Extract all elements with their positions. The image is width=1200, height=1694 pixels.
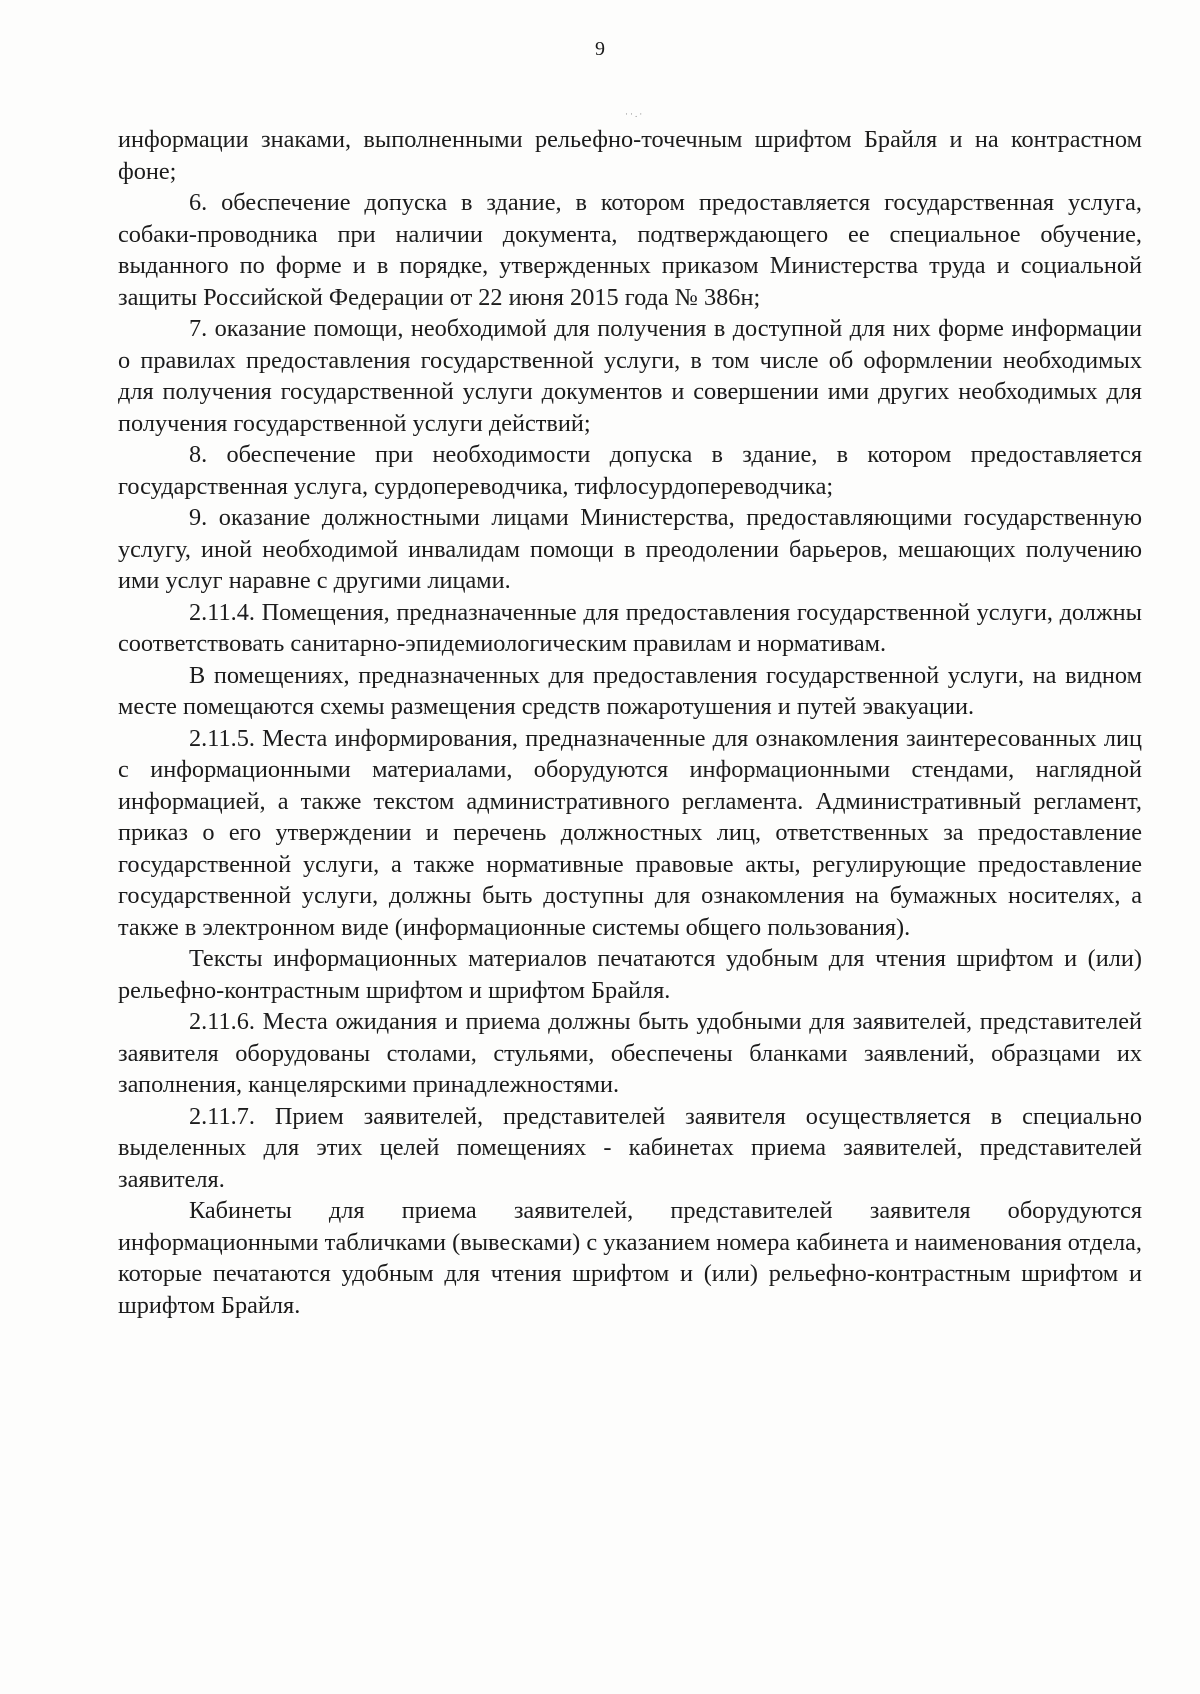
scan-artifact: ··.·: [625, 109, 645, 119]
paragraph-2-11-5: 2.11.5. Места информирования, предназначенные для ознакомления заинтересованных лиц с информационными материалами, оборудуются информационными стендами, наглядной информацией, а также текстом административного регламента. Административный регламент, приказ о его утверждении и перечень должностных лиц, ответственных за предоставление государственной услуги, а также нормативные правовые акты, регулирующие предоставление государственной услуги, должны быть доступны для ознакомления на бумажных носителях, а также в электронном виде (информационные системы общего пользования).: [118, 724, 1142, 941]
paragraph-cabinets-signs: Кабинеты для приема заявителей, представителей заявителя оборудуются информационными табличками (вывесками) с указанием номера кабинета и наименования отдела, которые печатаются удобным для чтения шрифтом и (или) рельефно-контрастным шрифтом и шрифтом Брайля.: [118, 1197, 1142, 1319]
paragraph-item-6: 6. обеспечение допуска в здание, в котором предоставляется государственная услуга, собаки-проводника при наличии документа, подтверждающего ее специальное обучение, выданного по форме и в порядке, утвержденных приказом Министерства труда и социальной защиты Российской Федерации от 22 июня 2015 года № 386н;: [118, 189, 1142, 311]
paragraph-item-7: 7. оказание помощи, необходимой для получения в доступной для них форме информации о правилах предоставления государственной услуги, в том числе об оформлении необходимых для получения государственной услуги документов и совершении ими других необходимых для получения государственной услуги действий;: [118, 315, 1142, 437]
paragraph-2-11-7: 2.11.7. Прием заявителей, представителей заявителя осуществляется в специально выделенных для этих целей помещениях - кабинетах приема заявителей, представителей заявителя.: [118, 1102, 1142, 1193]
paragraph-braille-texts: Тексты информационных материалов печатаются удобным для чтения шрифтом и (или) рельефно-контрастным шрифтом и шрифтом Брайля.: [118, 945, 1142, 1004]
paragraph-item-9: 9. оказание должностными лицами Министерства, предоставляющими государственную услугу, иной необходимой инвалидам помощи в преодолении барьеров, мешающих получению ими услуг наравне с другими лицами.: [118, 504, 1142, 594]
document-body: [118, 124, 1142, 1321]
paragraph-evacuation-schemes: В помещениях, предназначенных для предоставления государственной услуги, на видном месте помещаются схемы размещения средств пожаротушения и путей эвакуации.: [118, 661, 1142, 720]
paragraph-2-11-4: 2.11.4. Помещения, предназначенные для предоставления государственной услуги, должны соответствовать санитарно-эпидемиологическим правилам и нормативам.: [118, 598, 1142, 657]
paragraph-2-11-6: 2.11.6. Места ожидания и приема должны быть удобными для заявителей, представителей заявителя оборудованы столами, стульями, обеспечены бланками заявлений, образцами их заполнения, канцелярскими принадлежностями.: [118, 1008, 1142, 1098]
paragraph-continuation: информации знаками, выполненными рельефно-точечным шрифтом Брайля и на контрастном фоне;: [118, 126, 1142, 185]
paragraph-item-8: 8. обеспечение при необходимости допуска в здание, в котором предоставляется государственная услуга, сурдопереводчика, тифлосурдопереводчика;: [118, 441, 1142, 500]
page-number: 9: [595, 38, 605, 60]
